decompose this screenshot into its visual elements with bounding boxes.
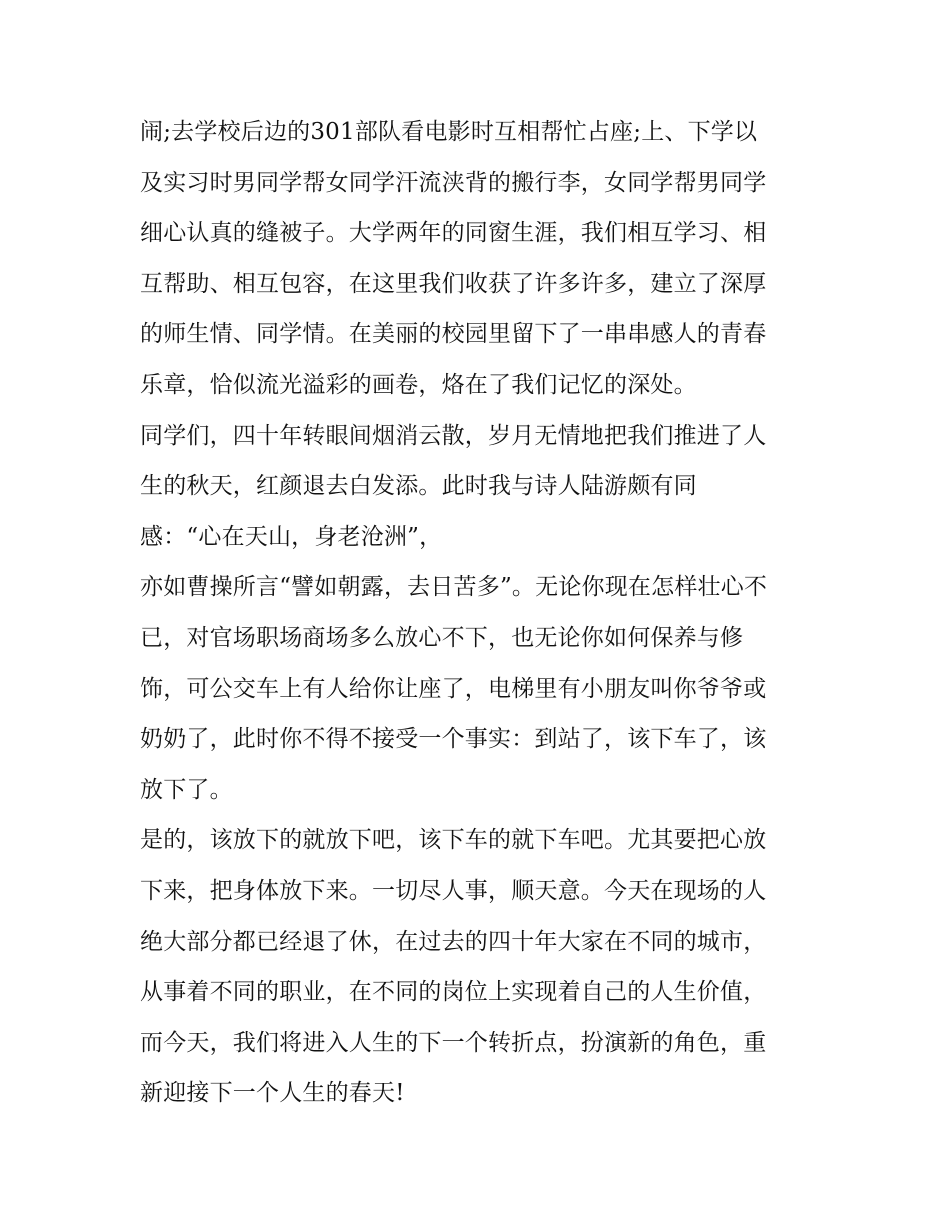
- text-line: 同学们，四十年转眼间烟消云散，岁月无情地把我们推进了人: [140, 422, 767, 449]
- text-line: 从事着不同的职业，在不同的岗位上实现着自己的人生价值，: [140, 979, 767, 1006]
- text-line: 而今天，我们将进入人生的下一个转折点，扮演新的角色，重: [140, 1029, 767, 1056]
- text-line: 奶奶了，此时你不得不接受一个事实：到站了，该下车了，该: [140, 726, 767, 753]
- text-line: 下来，把身体放下来。一切尽人事，顺天意。今天在现场的人: [140, 877, 767, 904]
- text-line: 细心认真的缝被子。大学两年的同窗生涯，我们相互学习、相: [140, 220, 767, 247]
- document-body: [140, 107, 812, 1119]
- text-line: 感：“心在天山，身老沧洲”，: [140, 523, 443, 550]
- text-line: 闹;去学校后边的301部队看电影时互相帮忙占座;上、下学以: [140, 119, 758, 145]
- text-line: 已，对官场职场商场多么放心不下，也无论你如何保养与修: [140, 624, 744, 651]
- text-line: 绝大部分都已经退了休，在过去的四十年大家在不同的城市，: [140, 928, 767, 955]
- text-line: 新迎接下一个人生的春天!: [140, 1080, 405, 1107]
- text-line: 乐章，恰似流光溢彩的画卷，烙在了我们记忆的深处。: [140, 371, 697, 398]
- text-line: 是的，该放下的就放下吧，该下车的就下车吧。尤其要把心放: [140, 827, 767, 854]
- text-line: 亦如曹操所言“譬如朝露，去日苦多”。无论你现在怎样壮心不: [140, 574, 768, 601]
- text-line: 放下了。: [140, 776, 233, 803]
- text-line: 生的秋天，红颜退去白发添。此时我与诗人陆游颇有同: [140, 473, 697, 500]
- text-line: 互帮助、相互包容，在这里我们收获了许多许多，建立了深厚: [140, 270, 767, 297]
- text-line: 的师生情、同学情。在美丽的校园里留下了一串串感人的青春: [140, 321, 767, 348]
- text-line: 及实习时男同学帮女同学汗流浃背的搬行李，女同学帮男同学: [140, 169, 767, 196]
- text-line: 饰，可公交车上有人给你让座了，电梯里有小朋友叫你爷爷或: [140, 675, 767, 702]
